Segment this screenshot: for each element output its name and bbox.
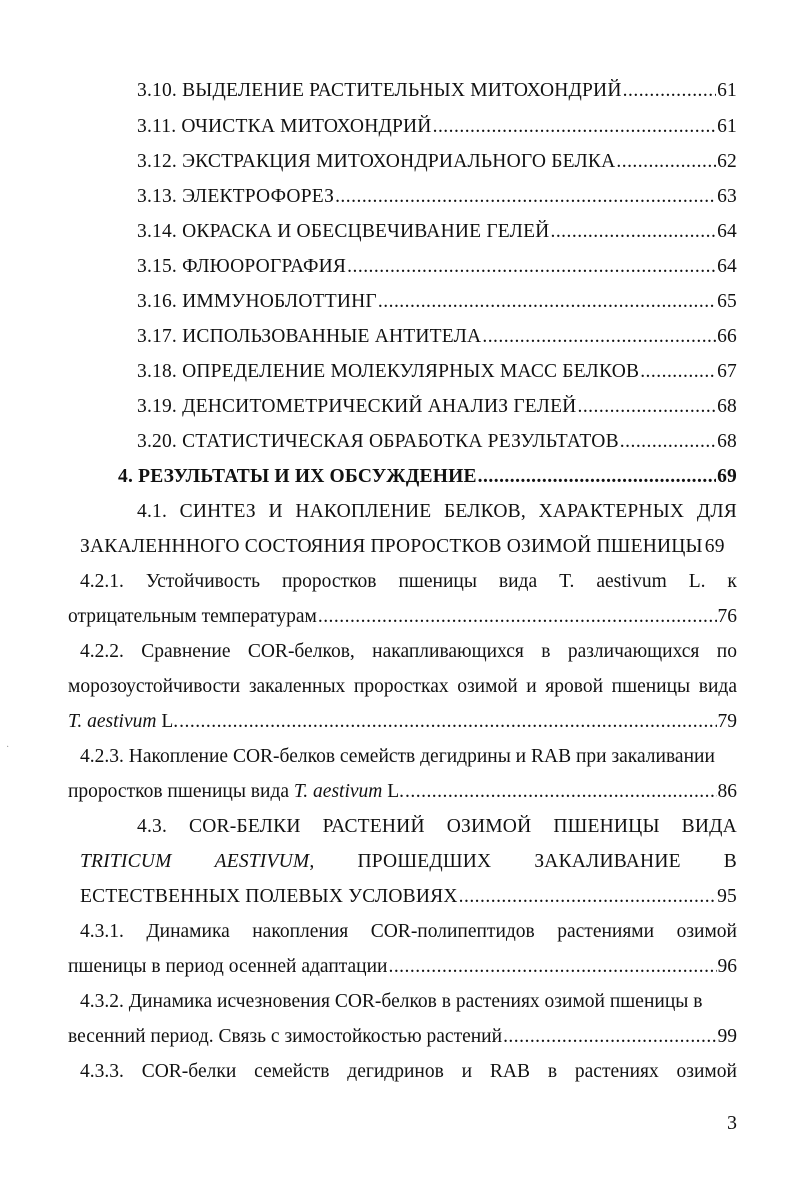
toc-entry-3-19[interactable] bbox=[137, 394, 737, 420]
word: 4.3.3. bbox=[80, 1061, 124, 1082]
word: к bbox=[727, 571, 737, 592]
toc-page-number: 96 bbox=[717, 956, 737, 977]
toc-page-number: 68 bbox=[717, 396, 737, 417]
toc-entry-line bbox=[80, 989, 740, 1015]
word: 4.2.1. bbox=[80, 571, 124, 592]
toc-entry-label bbox=[68, 779, 404, 805]
toc-entry-3-12[interactable] bbox=[137, 149, 737, 175]
word: озимой bbox=[676, 1061, 737, 1082]
toc-entry-label bbox=[68, 709, 178, 735]
word: дегидринов bbox=[347, 1061, 444, 1082]
toc-entry-3-20[interactable] bbox=[137, 429, 737, 455]
word: растениями bbox=[557, 921, 655, 942]
word: различающихся bbox=[567, 641, 700, 662]
toc-entry-3-13[interactable] bbox=[137, 184, 737, 210]
leader-dots bbox=[482, 324, 716, 350]
word: пшеницы bbox=[611, 676, 691, 697]
toc-page-number: 95 bbox=[717, 886, 737, 907]
leader-dots bbox=[503, 1024, 716, 1050]
toc-entry-label: 3.11. ОЧИСТКА МИТОХОНДРИЙ bbox=[137, 116, 432, 137]
toc-entry-3-17[interactable] bbox=[137, 324, 737, 350]
word: ВИДА bbox=[681, 816, 737, 837]
word: вида bbox=[698, 676, 737, 697]
toc-entry-line bbox=[68, 604, 737, 630]
word: яровой bbox=[545, 676, 604, 697]
word: в bbox=[541, 641, 551, 662]
toc-page-number: 86 bbox=[717, 781, 737, 802]
leader-dots bbox=[640, 359, 716, 385]
toc-page-number: 67 bbox=[717, 361, 737, 382]
word: ДЛЯ bbox=[696, 501, 737, 522]
leader-dots bbox=[388, 954, 716, 980]
word: RAB bbox=[489, 1061, 531, 1082]
word: Сравнение bbox=[141, 641, 231, 662]
toc-entry-line bbox=[80, 849, 737, 875]
toc-entry-label: 3.10. ВЫДЕЛЕНИЕ РАСТИТЕЛЬНЫХ МИТОХОНДРИЙ bbox=[137, 80, 622, 101]
word: семейств bbox=[254, 1061, 330, 1082]
toc-page-number: 65 bbox=[717, 291, 737, 312]
word: 4.1. bbox=[137, 501, 168, 522]
word: 4.2.2. bbox=[80, 641, 124, 662]
toc-entry-label: 3.20. СТАТИСТИЧЕСКАЯ ОБРАБОТКА РЕЗУЛЬТАТОВ bbox=[137, 431, 619, 452]
toc-entry-label: 3.19. ДЕНСИТОМЕТРИЧЕСКИЙ АНАЛИЗ ГЕЛЕЙ bbox=[137, 396, 577, 417]
toc-entry-line bbox=[68, 779, 737, 805]
label-text: проростков пшеницы вида bbox=[68, 781, 294, 802]
leader-dots bbox=[623, 78, 716, 104]
toc-entry-label: весенний период. Связь с зимостойкостью растений bbox=[68, 1026, 503, 1047]
toc-entry-3-18[interactable] bbox=[137, 359, 737, 385]
word: вида bbox=[498, 571, 538, 592]
leader-dots bbox=[577, 394, 716, 420]
word: проростков bbox=[281, 571, 377, 592]
leader-dots bbox=[335, 184, 716, 210]
toc-page-number: 79 bbox=[717, 711, 737, 732]
word: TRITICUM bbox=[80, 851, 172, 872]
toc-entry-line bbox=[80, 919, 737, 945]
toc-entry-label: ЗАКАЛЕНННОГО СОСТОЯНИЯ ПРОРОСТКОВ ОЗИМОЙ ПШЕНИЦЫ bbox=[80, 536, 703, 557]
leader-dots bbox=[478, 464, 716, 490]
word: В bbox=[723, 851, 737, 872]
leader-dots bbox=[179, 709, 716, 735]
species-suffix: L. bbox=[156, 711, 179, 732]
word: БЕЛКОВ, bbox=[444, 501, 526, 522]
leader-dots bbox=[405, 779, 716, 805]
word: закаленных bbox=[248, 676, 346, 697]
word: НАКОПЛЕНИЕ bbox=[295, 501, 432, 522]
toc-entry-line bbox=[137, 499, 737, 525]
word: Динамика bbox=[146, 921, 230, 942]
toc-entry-label: 3.17. ИСПОЛЬЗОВАННЫЕ АНТИТЕЛА bbox=[137, 326, 482, 347]
toc-entry-line bbox=[137, 814, 737, 840]
word: пшеницы bbox=[398, 571, 477, 592]
word: ПШЕНИЦЫ bbox=[553, 816, 660, 837]
toc-page-number: 63 bbox=[717, 186, 737, 207]
word: морозоустойчивости bbox=[68, 676, 241, 697]
word: ПРОШЕДШИХ bbox=[357, 851, 492, 872]
toc-entry-label: 3.13. ЭЛЕКТРОФОРЕЗ bbox=[137, 186, 335, 207]
toc-entry-label: пшеницы в период осенней адаптации bbox=[68, 956, 388, 977]
toc-entry-label: 3.18. ОПРЕДЕЛЕНИЕ МОЛЕКУЛЯРНЫХ МАСС БЕЛКОВ bbox=[137, 361, 640, 382]
toc-entry-label: отрицательным температурам bbox=[68, 606, 317, 627]
toc-page-number: 66 bbox=[717, 326, 737, 347]
toc-entry-label: 3.16. ИММУНОБЛОТТИНГ bbox=[137, 291, 377, 312]
toc-page-number: 68 bbox=[717, 431, 737, 452]
word: растениях bbox=[574, 1061, 659, 1082]
toc-page-number: 69 bbox=[704, 536, 725, 557]
leader-dots bbox=[459, 884, 716, 910]
word: Устойчивость bbox=[145, 571, 261, 592]
toc-entry-line bbox=[80, 534, 737, 560]
word: aestivum bbox=[596, 571, 667, 592]
species-name: T. aestivum bbox=[68, 711, 157, 732]
toc-entry-line bbox=[80, 569, 737, 595]
word: 4.3. bbox=[137, 816, 168, 837]
toc-page-number: 62 bbox=[717, 151, 737, 172]
toc-page-number: 61 bbox=[717, 116, 737, 137]
word: в bbox=[547, 1061, 558, 1082]
word: накопления bbox=[252, 921, 349, 942]
word: COR-белков, bbox=[247, 641, 355, 662]
toc-entry-label: 4.3.2. Динамика исчезновения COR-белков в растениях озимой пшеницы в bbox=[80, 991, 703, 1012]
toc-entry-3-10[interactable] bbox=[137, 78, 737, 104]
word: СИНТЕЗ bbox=[179, 501, 256, 522]
toc-page-number: 64 bbox=[717, 256, 737, 277]
toc-entry-line bbox=[80, 639, 737, 665]
toc-entry-line bbox=[80, 744, 740, 770]
page-number: 3 bbox=[727, 1112, 737, 1134]
leader-dots bbox=[347, 254, 716, 280]
word: и bbox=[461, 1061, 473, 1082]
toc-entry-section-4[interactable] bbox=[118, 464, 737, 490]
word: озимой bbox=[676, 921, 737, 942]
word: L. bbox=[688, 571, 706, 592]
toc-page-number: 76 bbox=[717, 606, 737, 627]
word: ЗАКАЛИВАНИЕ bbox=[534, 851, 681, 872]
word: AESTIVUM, bbox=[214, 851, 315, 872]
word: накапливающихся bbox=[372, 641, 524, 662]
toc-entry-line bbox=[68, 674, 737, 700]
word: проростках bbox=[353, 676, 449, 697]
leader-dots bbox=[550, 219, 716, 245]
leader-dots bbox=[620, 429, 716, 455]
word: И bbox=[268, 501, 283, 522]
margin-mark: · bbox=[6, 742, 10, 753]
toc-entry-label: 4. РЕЗУЛЬТАТЫ И ИХ ОБСУЖДЕНИЕ bbox=[118, 466, 477, 487]
toc-entry-3-11[interactable] bbox=[137, 114, 737, 140]
word: 4.3.1. bbox=[80, 921, 124, 942]
species-name: T. aestivum bbox=[293, 781, 383, 802]
word: COR-полипептидов bbox=[370, 921, 535, 942]
toc-entry-label: 3.12. ЭКСТРАКЦИЯ МИТОХОНДРИАЛЬНОГО БЕЛКА bbox=[137, 151, 616, 172]
leader-dots bbox=[318, 604, 717, 630]
toc-entry-line bbox=[68, 954, 737, 980]
word: ХАРАКТЕРНЫХ bbox=[538, 501, 685, 522]
word: COR-БЕЛКИ bbox=[189, 816, 301, 837]
word: по bbox=[716, 641, 737, 662]
toc-entry-label: 3.14. ОКРАСКА И ОБЕСЦВЕЧИВАНИЕ ГЕЛЕЙ bbox=[137, 221, 550, 242]
leader-dots bbox=[616, 149, 716, 175]
toc-entry-label: 3.15. ФЛЮОРОГРАФИЯ bbox=[137, 256, 347, 277]
toc-entry-label: 4.2.3. Накопление COR-белков семейств дегидрины и RAB при закаливании bbox=[80, 746, 715, 767]
word: РАСТЕНИЙ bbox=[322, 816, 425, 837]
word: и bbox=[526, 676, 537, 697]
toc-page-number: 64 bbox=[717, 221, 737, 242]
word: озимой bbox=[457, 676, 518, 697]
toc-entry-line bbox=[80, 884, 737, 910]
toc-entry-label: ЕСТЕСТВЕННЫХ ПОЛЕВЫХ УСЛОВИЯХ bbox=[80, 886, 458, 907]
toc-page-number: 69 bbox=[717, 466, 737, 487]
toc-entry-line bbox=[68, 709, 737, 735]
toc-entry-line bbox=[68, 1024, 737, 1050]
toc-page-number: 61 bbox=[717, 80, 737, 101]
leader-dots bbox=[378, 289, 716, 315]
leader-dots bbox=[433, 114, 717, 140]
word: ОЗИМОЙ bbox=[446, 816, 532, 837]
toc-entry-3-14[interactable] bbox=[137, 219, 737, 245]
toc-entry-3-15[interactable] bbox=[137, 254, 737, 280]
word: T. bbox=[559, 571, 575, 592]
word: COR-белки bbox=[141, 1061, 237, 1082]
toc-page-number: 99 bbox=[717, 1026, 737, 1047]
toc-entry-3-16[interactable] bbox=[137, 289, 737, 315]
toc-entry-line bbox=[80, 1059, 737, 1085]
species-suffix: L. bbox=[382, 781, 405, 802]
